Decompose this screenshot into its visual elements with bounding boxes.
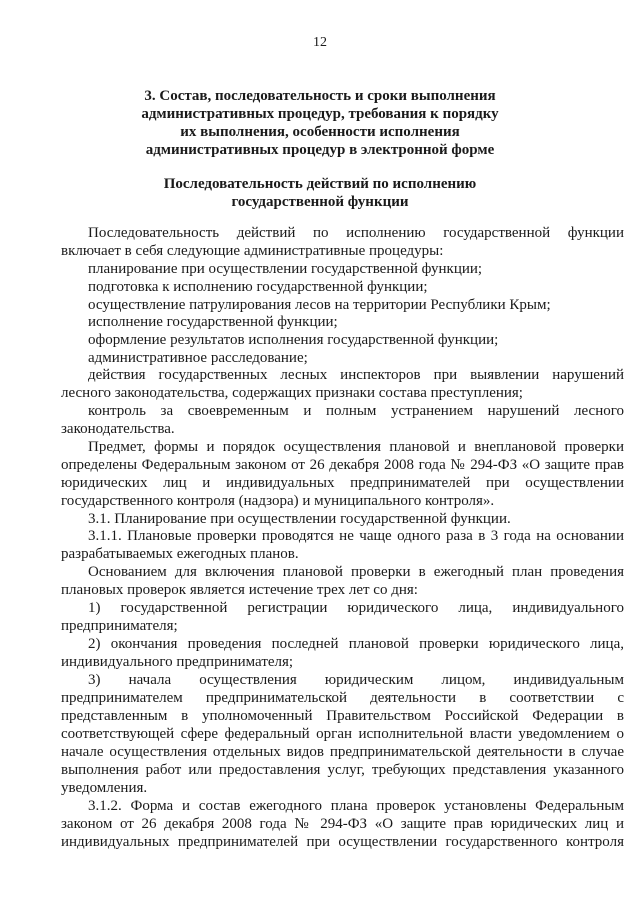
body-line: плановых проверок является истечение трех лет со дня:: [61, 582, 418, 598]
subtitle-line: государственной функции: [231, 194, 409, 210]
subtitle-line: Последовательность действий по исполнению: [163, 176, 477, 192]
body-line: предпринимателем предпринимательской деятельности в соответствии с: [61, 690, 624, 706]
body-line: соответствующей сфере федеральный орган исполнительной власти уведомлением о: [61, 726, 624, 742]
body-line: исполнение государственной функции;: [88, 314, 338, 330]
body-line: разрабатываемых ежегодных планов.: [61, 546, 299, 562]
body-line: 1) государственной регистрации юридического лица, индивидуального: [88, 600, 624, 616]
body-line: юридических лиц и индивидуальных предпринимателей при осуществлении: [61, 475, 624, 491]
body-line: предпринимателя;: [61, 618, 178, 634]
body-line: оформление результатов исполнения государственной функции;: [88, 332, 499, 348]
body-line: государственного контроля (надзора) и муниципального контроля».: [61, 493, 495, 509]
body-line: включает в себя следующие административные процедуры:: [61, 243, 444, 259]
body-line: законодательства.: [61, 421, 175, 437]
body-line: законом от 26 декабря 2008 года № 294-ФЗ «О защите прав юридических лиц и: [61, 816, 624, 832]
body-line: осуществление патрулирования лесов на территории Республики Крым;: [88, 297, 551, 313]
section-title-line: административных процедур, требования к порядку: [141, 106, 499, 122]
page-number: 12: [313, 35, 327, 50]
body-line: лесного законодательства, содержащих признаки состава преступления;: [61, 385, 523, 401]
section-title-line: 3. Состав, последовательность и сроки выполнения: [144, 88, 496, 104]
body-line: уведомления.: [61, 780, 148, 796]
body-line: Последовательность действий по исполнению государственной функции: [88, 225, 624, 241]
body-line: 3) начала осуществления юридическим лицом, индивидуальным: [88, 672, 624, 688]
body-line: действия государственных лесных инспекторов при выявлении нарушений: [88, 367, 624, 383]
body-line: подготовка к исполнению государственной функции;: [88, 279, 428, 295]
section-title-line: административных процедур в электронной форме: [145, 142, 495, 158]
body-line: 3.1.1. Плановые проверки проводятся не чаще одного раза в 3 года на основании: [88, 528, 624, 544]
body-line: выполнения работ или предоставления услуг, требующих представления указанного: [61, 762, 624, 778]
body-line: определены Федеральным законом от 26 декабря 2008 года № 294-ФЗ «О защите прав: [61, 457, 624, 473]
section-title-line: их выполнения, особенности исполнения: [180, 124, 460, 140]
body-line: 3.1.2. Форма и состав ежегодного плана проверок установлены Федеральным: [88, 798, 624, 814]
body-line: Предмет, формы и порядок осуществления плановой и внеплановой проверки: [88, 439, 624, 455]
body-line: контроль за своевременным и полным устранением нарушений лесного: [88, 403, 624, 419]
body-line: индивидуальных предпринимателей при осуществлении государственного контроля: [61, 834, 624, 850]
body-line: индивидуального предпринимателя;: [61, 654, 294, 670]
body-line: 2) окончания проведения последней плановой проверки юридического лица,: [88, 636, 624, 652]
body-line: Основанием для включения плановой проверки в ежегодный план проведения: [88, 564, 624, 580]
body-line: планирование при осуществлении государственной функции;: [88, 261, 483, 277]
body-line: 3.1. Планирование при осуществлении государственной функции.: [88, 511, 511, 527]
body-line: начале осуществления отдельных видов предпринимательской деятельности в случае: [61, 744, 624, 760]
body-line: административное расследование;: [88, 350, 308, 366]
body-line: представленным в уполномоченный Правительством Российской Федерации в: [61, 708, 624, 724]
